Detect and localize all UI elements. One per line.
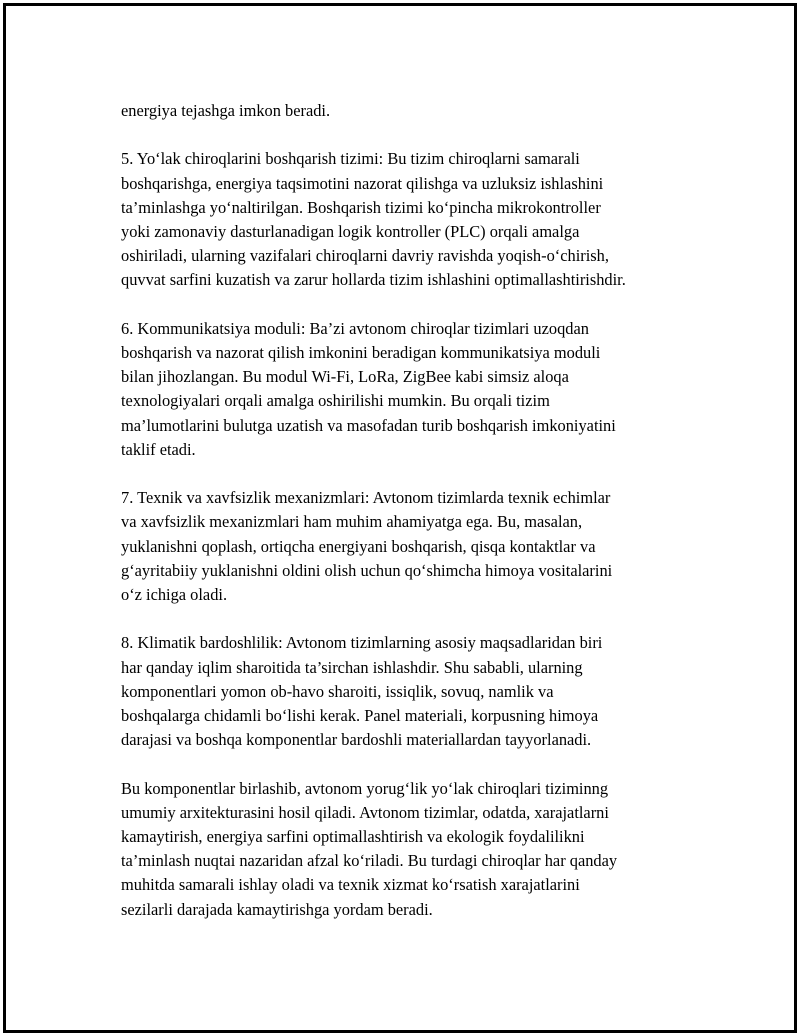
page-frame <box>3 3 797 1033</box>
text-line: yoki zamonaviy dasturlanadigan logik kontroller (PLC) orqali amalga <box>121 222 580 241</box>
text-line: 5. Yo‘lak chiroqlarini boshqarish tizimi: Bu tizim chiroqlarni samarali <box>121 149 580 169</box>
text-line: va xavfsizlik mexanizmlari ham muhim ahamiyatga ega. Bu, masalan, <box>121 512 583 532</box>
text-line: kamaytirish, energiya sarfini optimallashtirish va ekologik foydalilikni <box>121 827 585 847</box>
text-line: har qanday iqlim sharoitida ta’sirchan ishlashdir. Shu sababli, ularning <box>121 657 583 677</box>
text-line: oshiriladi, ularning vazifalari chiroqlarni davriy ravishda yoqish-o‘chirish, <box>121 246 609 266</box>
document-body <box>121 99 696 946</box>
text-line: sezilarli darajada kamaytirishga yordam beradi. <box>121 899 433 919</box>
text-line: texnologiyalari orqali amalga oshirilishi mumkin. Bu orqali tizim <box>121 391 550 411</box>
text-line: umumiy arxitekturasini hosil qiladi. Avtonom tizimlar, odatda, xarajatlarni <box>121 802 609 822</box>
text-line: 6. Kommunikatsiya moduli: Ba’zi avtonom chiroqlar tizimlari uzoqdan <box>121 318 589 338</box>
text-line: energiya tejashga imkon beradi. <box>121 101 331 120</box>
paragraph <box>121 486 696 607</box>
text-line: taklif etadi. <box>121 439 196 459</box>
text-line: ma’lumotlarini bulutga uzatish va masofadan turib boshqarish imkoniyatini <box>121 415 616 435</box>
text-line: quvvat sarfini kuzatish va zarur hollarda tizim ishlashini optimallashtirishdir. <box>121 270 626 290</box>
text-line: boshqarishga, energiya taqsimotini nazorat qilishga va uzluksiz ishlashini <box>121 173 604 193</box>
text-line: ta’minlashga yo‘naltirilgan. Boshqarish tizimi ko‘pincha mikrokontroller <box>121 197 601 217</box>
text-line: o‘z ichiga oladi. <box>121 585 228 605</box>
text-line: ta’minlash nuqtai nazaridan afzal ko‘riladi. Bu turdagi chiroqlar har qanday <box>121 851 618 871</box>
text-line: boshqalarga chidamli bo‘lishi kerak. Panel materiali, korpusning himoya <box>121 706 599 726</box>
paragraph <box>121 99 696 123</box>
text-line: g‘ayritabiiy yuklanishni oldini olish uchun qo‘shimcha himoya vositalarini <box>121 560 613 580</box>
text-line: muhitda samarali ishlay oladi va texnik xizmat ko‘rsatish xarajatlarini <box>121 875 580 895</box>
text-line: 8. Klimatik bardoshlilik: Avtonom tizimlarning asosiy maqsadlaridan biri <box>121 633 603 653</box>
text-line: darajasi va boshqa komponentlar bardoshli materiallardan tayyorlanadi. <box>121 730 592 750</box>
text-line: 7. Texnik va xavfsizlik mexanizmlari: Avtonom tizimlarda texnik echimlar <box>121 488 611 508</box>
text-line: bilan jihozlangan. Bu modul Wi-Fi, LoRa, ZigBee kabi simsiz aloqa <box>121 367 569 387</box>
text-line: yuklanishni qoplash, ortiqcha energiyani boshqarish, qisqa kontaktlar va <box>121 536 596 556</box>
text-line: komponentlari yomon ob-havo sharoiti, issiqlik, sovuq, namlik va <box>121 681 554 701</box>
text-line: Bu komponentlar birlashib, avtonom yorug‘lik yo‘lak chiroqlari tiziminng <box>121 778 609 798</box>
paragraph <box>121 777 696 922</box>
paragraph <box>121 631 696 752</box>
text-line: boshqarish va nazorat qilish imkonini beradigan kommunikatsiya moduli <box>121 343 601 362</box>
paragraph <box>121 317 696 462</box>
paragraph <box>121 147 696 292</box>
